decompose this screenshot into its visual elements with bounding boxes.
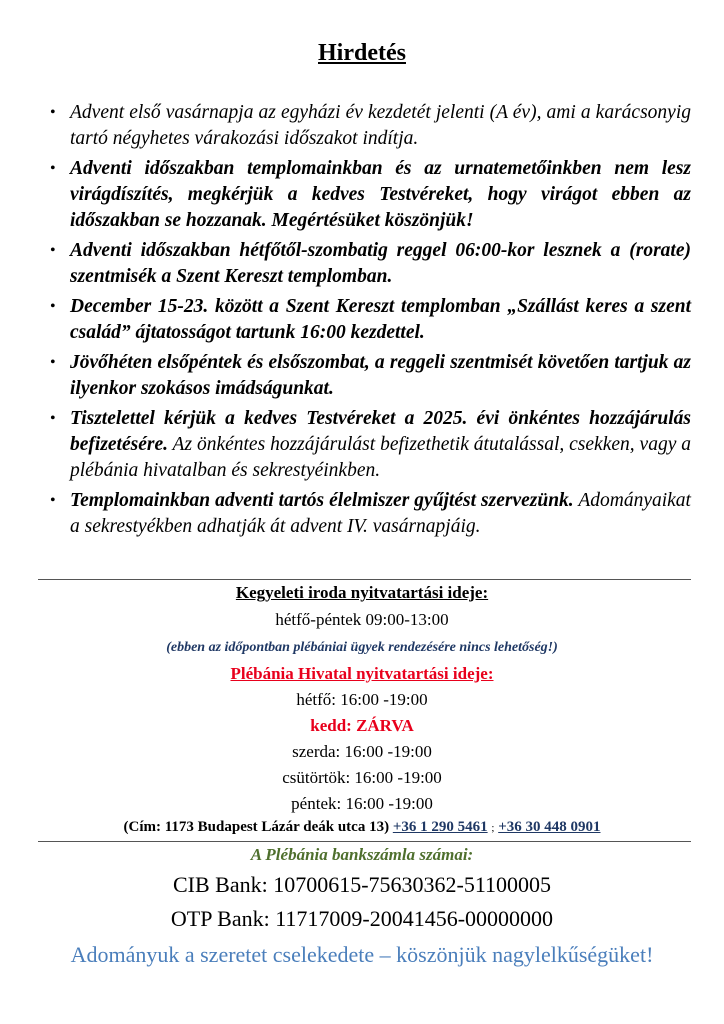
notice-text: Templomainkban adventi tartós élelmiszer gyűjtést szervezünk. bbox=[70, 490, 574, 511]
notice-text: Adományaikat a sekrestyékben adhatják át advent IV. vasárnapjáig. bbox=[70, 490, 691, 537]
office-heading: Kegyeleti iroda nyitvatartási ideje: bbox=[235, 583, 489, 602]
phone-link-1[interactable]: +36 1 290 5461 bbox=[392, 819, 488, 835]
office-hours: hétfő-péntek 09:00-13:00 bbox=[275, 610, 449, 629]
parish-thursday: csütörtök: 16:00 -19:00 bbox=[282, 768, 442, 787]
office-note: (ebben az időpontban plébániai ügyek rendezésére nincs lehetőség!) bbox=[166, 640, 558, 655]
notice-text: Adventi időszakban hétfőtől-szombatig reggel 06:00-kor lesznek a (rorate) szentmisék a Szent Kereszt templomban. bbox=[70, 240, 691, 287]
bank-heading: A Plébánia bankszámla számai: bbox=[250, 845, 474, 864]
notice-list bbox=[48, 100, 691, 544]
notice-item bbox=[48, 238, 691, 290]
notice-item bbox=[48, 294, 691, 346]
bank-otp: OTP Bank: 11717009-20041456-00000000 bbox=[170, 906, 554, 931]
notice-text: Jövőhéten elsőpéntek és elsőszombat, a reggeli szentmisét követően tartjuk az ilyenkor szokásos imádságunkat. bbox=[70, 352, 691, 399]
notice-text: Advent első vasárnapja az egyházi év kezdetét jelenti (A év), ami a karácsonyig tartó négyhetes várakozási időszakot indítja. bbox=[70, 102, 691, 149]
bullet-icon: • bbox=[50, 242, 56, 259]
address-line bbox=[0, 819, 724, 836]
notice-item bbox=[48, 350, 691, 402]
notice-text: December 15-23. között a Szent Kereszt templomban „Szállást keres a szent család” ájtatosságot tartunk 16:00 kezdettel. bbox=[70, 296, 691, 343]
notice-item bbox=[48, 488, 691, 540]
parish-tuesday: kedd: ZÁRVA bbox=[310, 716, 414, 735]
bullet-icon: • bbox=[50, 298, 56, 315]
address-text: (Cím: 1173 Budapest Lázár deák utca 13) bbox=[123, 819, 390, 835]
notice-text: Az önkéntes hozzájárulást befizethetik átutalással, csekken, vagy a plébánia hivatalban és sekrestyéinkben. bbox=[70, 434, 691, 481]
bullet-icon: • bbox=[50, 104, 56, 121]
bullet-icon: • bbox=[50, 410, 56, 427]
bullet-icon: • bbox=[50, 492, 56, 509]
notice-item bbox=[48, 156, 691, 234]
page-title: Hirdetés bbox=[318, 40, 406, 66]
divider-bottom bbox=[38, 841, 691, 842]
notice-item bbox=[48, 406, 691, 484]
bullet-icon: • bbox=[50, 160, 56, 177]
notice-text: Tisztelettel kérjük a kedves Testvéreket a 2025. évi önkéntes hozzájárulás befizetésére. bbox=[70, 408, 691, 455]
bank-cib: CIB Bank: 10700615-75630362-51100005 bbox=[172, 872, 552, 897]
parish-heading: Plébánia Hivatal nyitvatartási ideje: bbox=[230, 664, 494, 683]
divider-top bbox=[38, 579, 691, 580]
phone-separator: ; bbox=[491, 822, 495, 834]
notice-text: Adventi időszakban templomainkban és az urnatemetőinkben nem lesz virágdíszítés, megkérjük a kedves Testvéreket, hogy virágot ebben az időszakban se hozzanak. Megértésüket köszönjük! bbox=[70, 158, 691, 231]
bullet-icon: • bbox=[50, 354, 56, 371]
parish-wednesday: szerda: 16:00 -19:00 bbox=[292, 742, 432, 761]
notice-item bbox=[48, 100, 691, 152]
parish-monday: hétfő: 16:00 -19:00 bbox=[296, 690, 428, 709]
phone-link-2[interactable]: +36 30 448 0901 bbox=[498, 819, 601, 835]
parish-friday: péntek: 16:00 -19:00 bbox=[291, 794, 433, 813]
thanks-line: Adományuk a szeretet cselekedete – köszönjük nagylelkűségüket! bbox=[70, 942, 654, 967]
